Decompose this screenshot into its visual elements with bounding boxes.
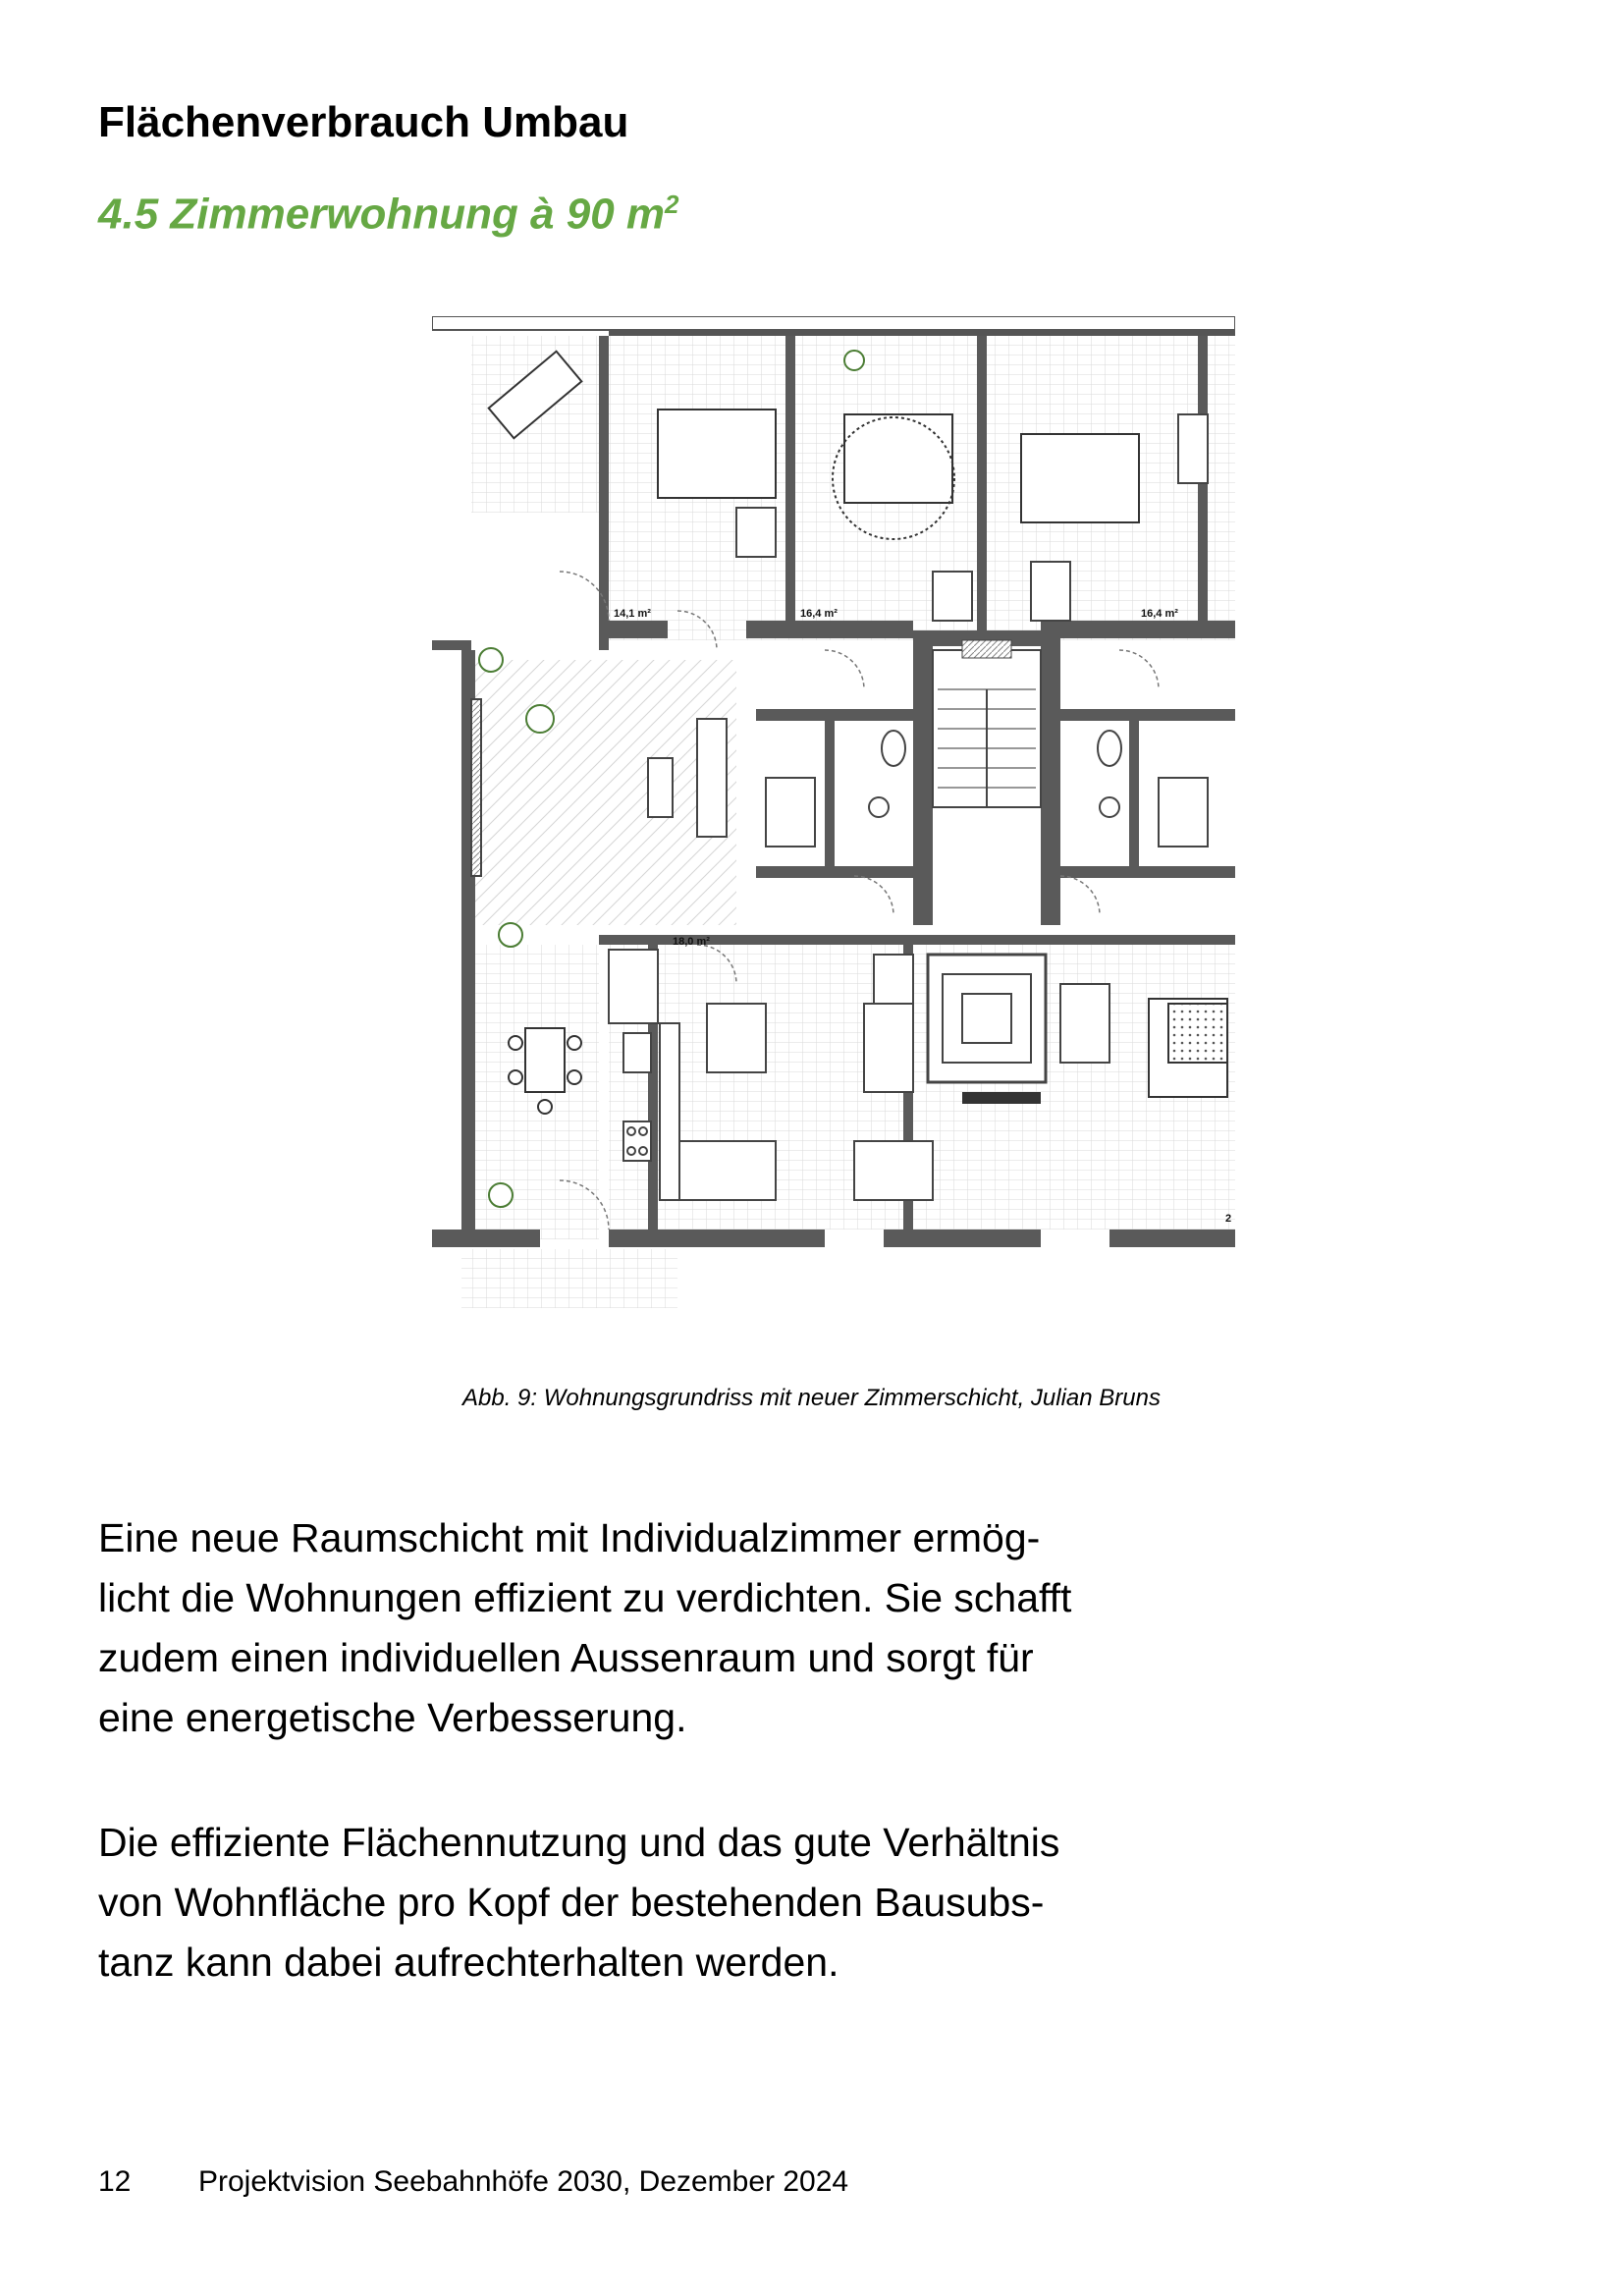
body-paragraph: [98, 1508, 1296, 1748]
balcony-floor: [471, 336, 599, 513]
subtitle-text: 4.5 Zimmerwohnung à 90 m: [98, 190, 666, 239]
body-paragraph: [98, 1813, 1296, 1993]
room-label: 16,4 m²: [1141, 608, 1178, 620]
page-title: Flächenverbrauch Umbau: [98, 98, 629, 146]
section-subtitle: [98, 190, 679, 240]
room-label: 14,1 m²: [614, 608, 651, 620]
terrace-floor: [461, 1249, 677, 1308]
subtitle-superscript: 2: [665, 190, 679, 219]
footer-text: Projektvision Seebahnhöfe 2030, Dezember 2024: [198, 2165, 849, 2198]
top-facade: [432, 316, 1235, 330]
room-label: 16,4 m²: [800, 608, 838, 620]
room-label: 18,0 m²: [673, 936, 710, 948]
floor-plan-drawing: [432, 316, 1235, 1318]
paragraph-line: tanz kann dabei aufrechterhalten werden.: [98, 1940, 839, 1985]
elevator: [928, 955, 1046, 1104]
paragraph-line: Die effiziente Flächennutzung und das gute Verhältnis: [98, 1820, 1060, 1865]
figure-caption: Abb. 9: Wohnungsgrundriss mit neuer Zimmerschicht, Julian Bruns: [462, 1385, 1161, 1411]
paragraph-line: licht die Wohnungen effizient zu verdichten. Sie schafft: [98, 1575, 1072, 1620]
paragraph-line: Eine neue Raumschicht mit Individualzimmer ermög-: [98, 1515, 1041, 1560]
page-number: 12: [98, 2165, 132, 2198]
paragraph-line: eine energetische Verbesserung.: [98, 1695, 687, 1740]
paragraph-line: zudem einen individuellen Aussenraum und sorgt für: [98, 1635, 1034, 1680]
stairwell: [933, 640, 1041, 807]
paragraph-line: von Wohnfläche pro Kopf der bestehenden Bausubs-: [98, 1880, 1045, 1925]
room-label: 2: [1225, 1213, 1232, 1225]
